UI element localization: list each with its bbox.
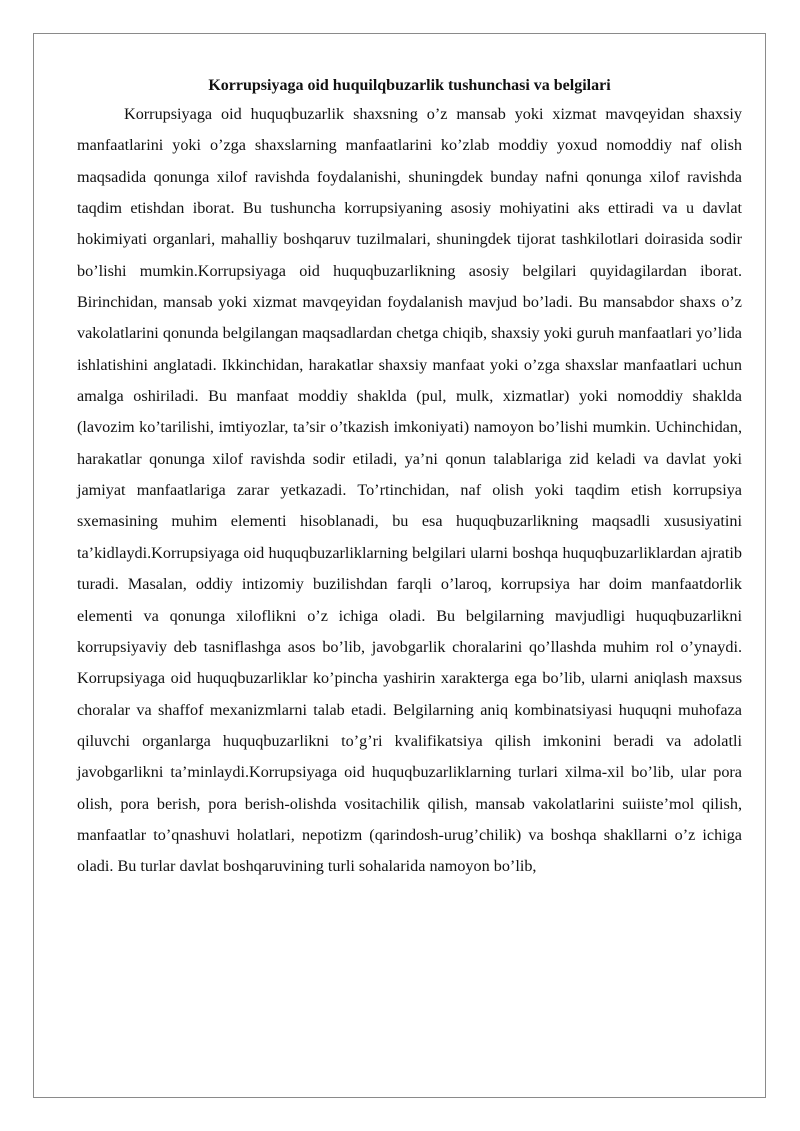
document-title: Korrupsiyaga oid huquilqbuzarlik tushunchasi va belgilari [208, 77, 611, 94]
document-body-paragraph: Korrupsiyaga oid huquqbuzarlik shaxsning o’z mansab yoki xizmat mavqeyidan shaxsiy manfaatlarini yoki o’zga shaxslarning manfaatlarini ko’zlab moddiy yoxud nomoddiy naf olish maqsadida qonunga xilof ravishda foydalanishi, shuningdek bunday nafni qonunga xilof ravishda taqdim etishdan iborat. Bu tushuncha korrupsiyaning asosiy mohiyatini aks ettiradi va u davlat hokimiyati organlari, mahalliy boshqaruv tuzilmalari, shuningdek tijorat tashkilotlari doirasida sodir bo’lishi mumkin.Korrupsiyaga oid huquqbuzarlikning asosiy belgilari quyidagilardan iborat. Birinchidan, mansab yoki xizmat mavqeyidan foydalanish mavjud bo’ladi. Bu mansabdor shaxs o’z vakolatlarini qonunda belgilangan maqsadlardan chetga chiqib, shaxsiy yoki guruh manfaatlari yo’lida ishlatishini anglatadi. Ikkinchidan, harakatlar shaxsiy manfaat yoki o’zga shaxslar manfaatlari uchun amalga oshiriladi. Bu manfaat moddiy shaklda (pul, mulk, xizmatlar) yoki nomoddiy shaklda (lavozim ko’tarilishi, imtiyozlar, ta’sir o’tkazish imkoniyati) namoyon bo’lishi mumkin. Uchinchidan, harakatlar qonunga xilof ravishda sodir etiladi, ya’ni qonun talablariga zid keladi va davlat yoki jamiyat manfaatlariga zarar yetkazadi. To’rtinchidan, naf olish yoki taqdim etish korrupsiya sxemasining muhim elementi hisoblanadi, bu esa huquqbuzarlikning maqsadli xususiyatini ta’kidlaydi.Korrupsiyaga oid huquqbuzarliklarning belgilari ularni boshqa huquqbuzarliklardan ajratib turadi. Masalan, oddiy intizomiy buzilishdan farqli o’laroq, korrupsiya har doim manfaatdorlik elementi va qonunga xiloflikni o’z ichiga oladi. Bu belgilarning mavjudligi huquqbuzarlikni korrupsiyaviy deb tasniflashga asos bo’lib, javobgarlik choralarini qo’llashda muhim rol o’ynaydi. Korrupsiyaga oid huquqbuzarliklar ko’pincha yashirin xarakterga ega bo’lib, ularni aniqlash maxsus choralar va shaffof mexanizmlarni talab etadi. Belgilarning aniq kombinatsiyasi huquqni muhofaza qiluvchi organlarga huquqbuzarlikni to’g’ri kvalifikatsiya qilish imkonini beradi va adolatli javobgarlikni ta’minlaydi.Korrupsiyaga oid huquqbuzarliklarning turlari xilma-xil bo’lib, ular pora olish, pora berish, pora berish-olishda vositachilik qilish, mansab vakolatlarini suiiste’mol qilish, manfaatlar to’qnashuvi holatlari, nepotizm (qarindosh-urug’chilik) va boshqa shakllarni o’z ichiga oladi. Bu turlar davlat boshqaruvining turli sohalarida namoyon bo’lib, [77, 105, 742, 876]
document-content [77, 74, 742, 883]
